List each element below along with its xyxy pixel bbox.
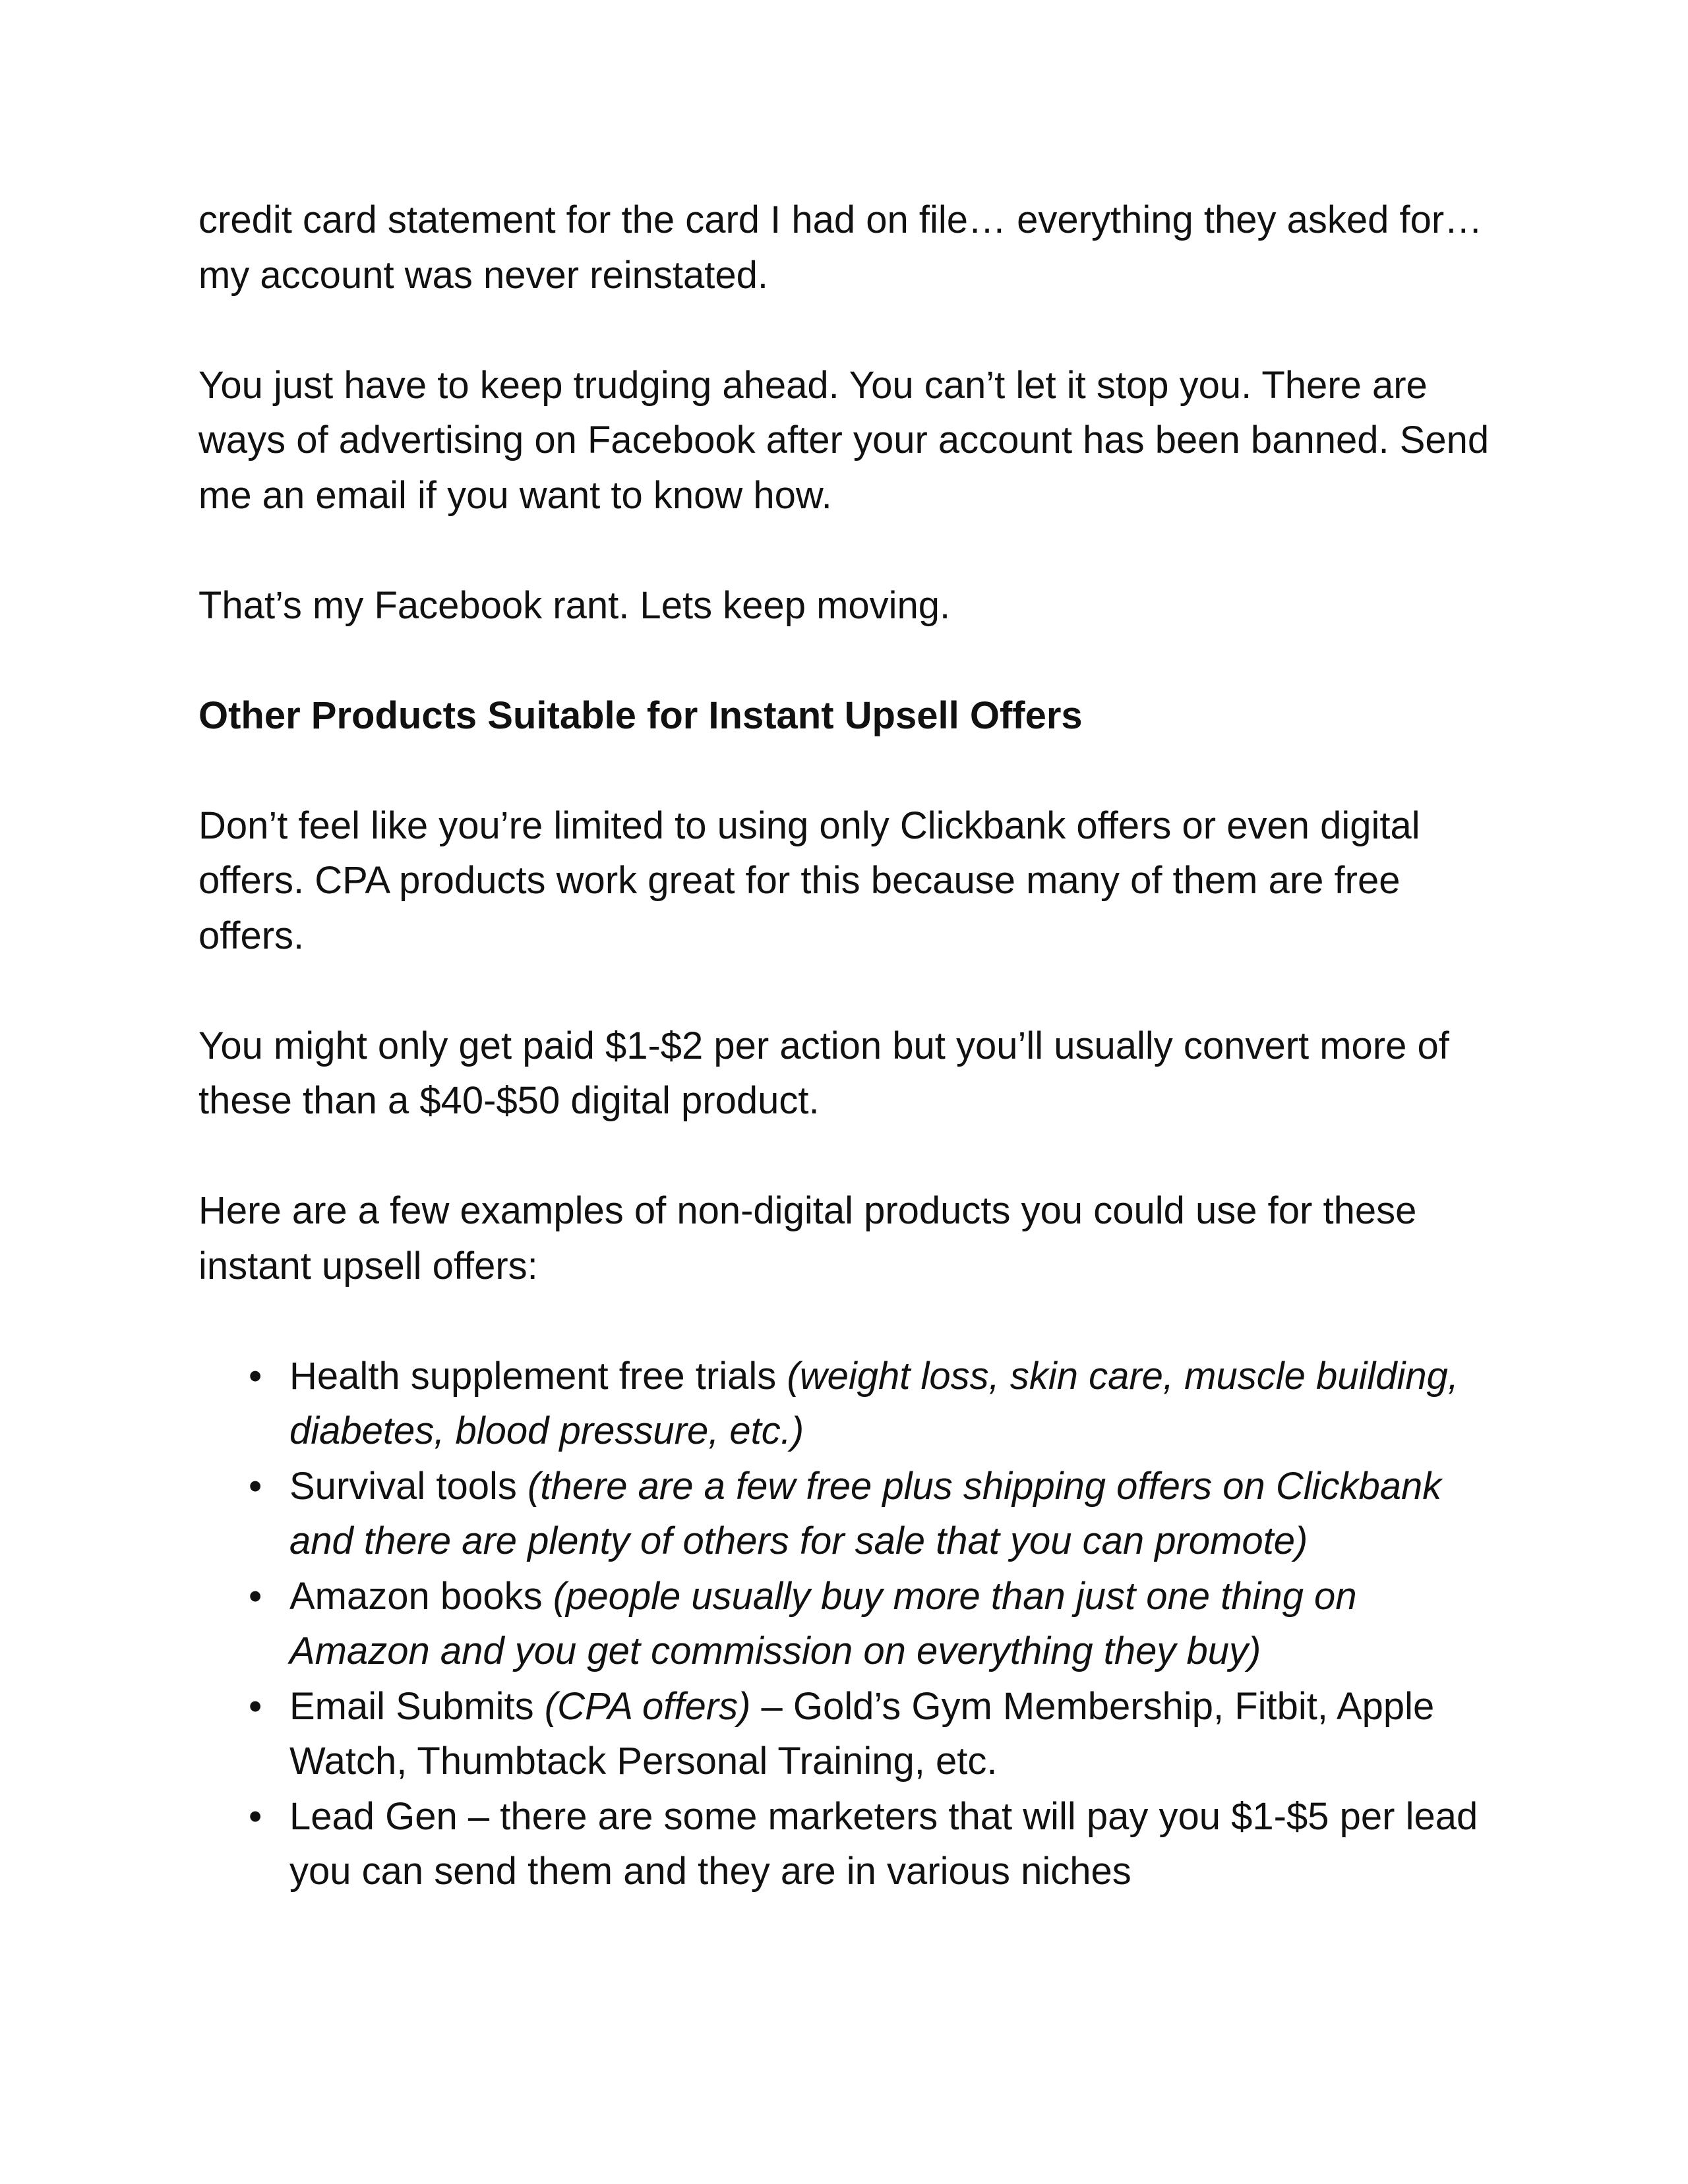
- list-item-text: Amazon books: [289, 1574, 553, 1618]
- bullet-marker: •: [249, 1794, 262, 1838]
- list-item-text: Health supplement free trials: [289, 1354, 787, 1398]
- list-item-note: (CPA offers): [544, 1684, 751, 1728]
- list-item-amazon-books: [198, 1569, 1491, 1679]
- section-heading: Other Products Suitable for Instant Upsell Offers: [198, 694, 1083, 737]
- bullet-marker: •: [249, 1574, 262, 1618]
- bullet-marker: •: [249, 1684, 262, 1728]
- paragraph-not-limited: Don’t feel like you’re limited to using only Clickbank offers or even digital offers. CPA products work great for this because many of them are free offers.: [198, 804, 1420, 957]
- list-item-lead-gen: [198, 1789, 1491, 1899]
- list-item-health-supplements: [198, 1349, 1491, 1459]
- paragraph-examples-intro: Here are a few examples of non-digital products you could use for these instant upsell offers:: [198, 1189, 1417, 1287]
- list-item-survival-tools: [198, 1459, 1491, 1569]
- list-item-rest: – Gold’s Gym Membership, Fitbit, Apple Watch, Thumbtack Personal Training, etc.: [289, 1684, 1435, 1783]
- paragraph-keep-trudging: You just have to keep trudging ahead. You can’t let it stop you. There are ways of advertising on Facebook after your account has been banned. Send me an email if you want to know how.: [198, 363, 1490, 517]
- paragraph-facebook-rant: That’s my Facebook rant. Lets keep moving.: [198, 583, 951, 627]
- product-examples-list: [198, 1349, 1491, 1899]
- paragraph-account-reinstatement: credit card statement for the card I had on file… everything they asked for… my account was never reinstated.: [198, 198, 1483, 297]
- list-item-note: (people usually buy more than just one thing on Amazon and you get commission on everything they buy): [289, 1574, 1357, 1672]
- list-item-text: Lead Gen – there are some marketers that will pay you $1-$5 per lead you can send them and they are in various niches: [289, 1794, 1478, 1893]
- bullet-marker: •: [249, 1354, 262, 1398]
- list-item-note: (weight loss, skin care, muscle building, diabetes, blood pressure, etc.): [289, 1354, 1459, 1452]
- bullet-marker: •: [249, 1464, 262, 1508]
- paragraph-paid-per-action: You might only get paid $1-$2 per action but you’ll usually convert more of these than a $40-$50 digital product.: [198, 1024, 1449, 1122]
- document-body: [198, 192, 1491, 1899]
- list-item-text: Email Submits: [289, 1684, 545, 1728]
- list-item-email-submits: [198, 1679, 1491, 1789]
- list-item-note: (there are a few free plus shipping offers on Clickbank and there are plenty of others for sale that you can promote): [289, 1464, 1442, 1562]
- list-item-text: Survival tools: [289, 1464, 528, 1508]
